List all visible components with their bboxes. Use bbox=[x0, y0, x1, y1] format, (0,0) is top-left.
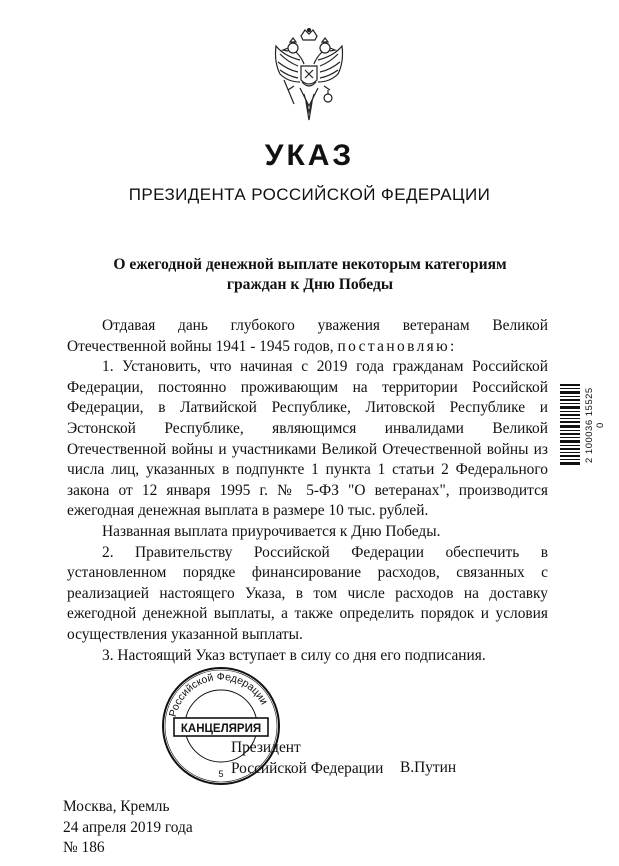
signatory-title bbox=[231, 738, 383, 779]
decree-item-3: 3. Настоящий Указ вступает в силу со дня его подписания. bbox=[102, 646, 486, 664]
preamble-verb: постановляю: bbox=[337, 337, 457, 355]
decree-item-1-note: Названная выплата приурочивается к Дню Победы. bbox=[102, 522, 441, 540]
document-title: УКАЗ bbox=[264, 139, 355, 172]
decree-item-2: 2. Правительству Российской Федерации обеспечить в установленном порядке финансирование расходов, связанных с реализацией настоящего Указа, в том числе расходов на доставку ежегодной денежной выплаты, а также определить порядок и условия осуществления указанной выплаты. bbox=[67, 543, 548, 643]
signatory-name: В.Путин bbox=[400, 759, 457, 776]
decree-item-1: 1. Установить, что начиная с 2019 года гражданам Российской Федерации, постоянно проживающим на территории Российской Федерации, в Латвийской Республике, Литовской Республике и Эстонской Республике, являющимся инвалидами Великой Отечественной войны и участниками Великой Отечественной войны из числа лиц, указанных в подпункте 1 пункта 1 статьи 2 Федерального закона от 12 января 1995 г. № 5-ФЗ "О ветеранах", производится ежегодная денежная выплата в размере 10 тыс. рублей. bbox=[67, 358, 548, 520]
state-emblem-icon bbox=[270, 28, 348, 124]
preamble-paragraph bbox=[67, 316, 548, 357]
decree-body bbox=[67, 316, 548, 666]
document-subtitle: ПРЕЗИДЕНТА РОССИЙСКОЙ ФЕДЕРАЦИИ bbox=[128, 185, 491, 204]
barcode-number: 2 100036 15525 0 bbox=[584, 387, 606, 463]
footer-date: 24 апреля 2019 года bbox=[63, 818, 193, 836]
preamble-text: Отдавая дань глубокого уважения ветеранам Великой Отечественной войны 1941 - 1945 годов, bbox=[67, 317, 548, 355]
decree-heading-line: О ежегодной денежной выплате некоторым категориям bbox=[113, 256, 507, 273]
document-footer bbox=[63, 797, 193, 859]
footer-number: № 186 bbox=[63, 839, 105, 857]
signatory-title-line: Президент bbox=[231, 739, 301, 756]
decree-heading bbox=[60, 255, 560, 295]
barcode-icon bbox=[560, 384, 580, 466]
seal-center-text: КАНЦЕЛЯРИЯ bbox=[180, 723, 262, 735]
signatory-title-line: Российской Федерации bbox=[231, 759, 384, 777]
decree-heading-line: граждан к Дню Победы bbox=[226, 276, 394, 293]
seal-arc-text: Российской Федерации bbox=[166, 670, 270, 719]
footer-place: Москва, Кремль bbox=[63, 798, 170, 815]
seal-bottom-number: 5 bbox=[218, 769, 224, 779]
